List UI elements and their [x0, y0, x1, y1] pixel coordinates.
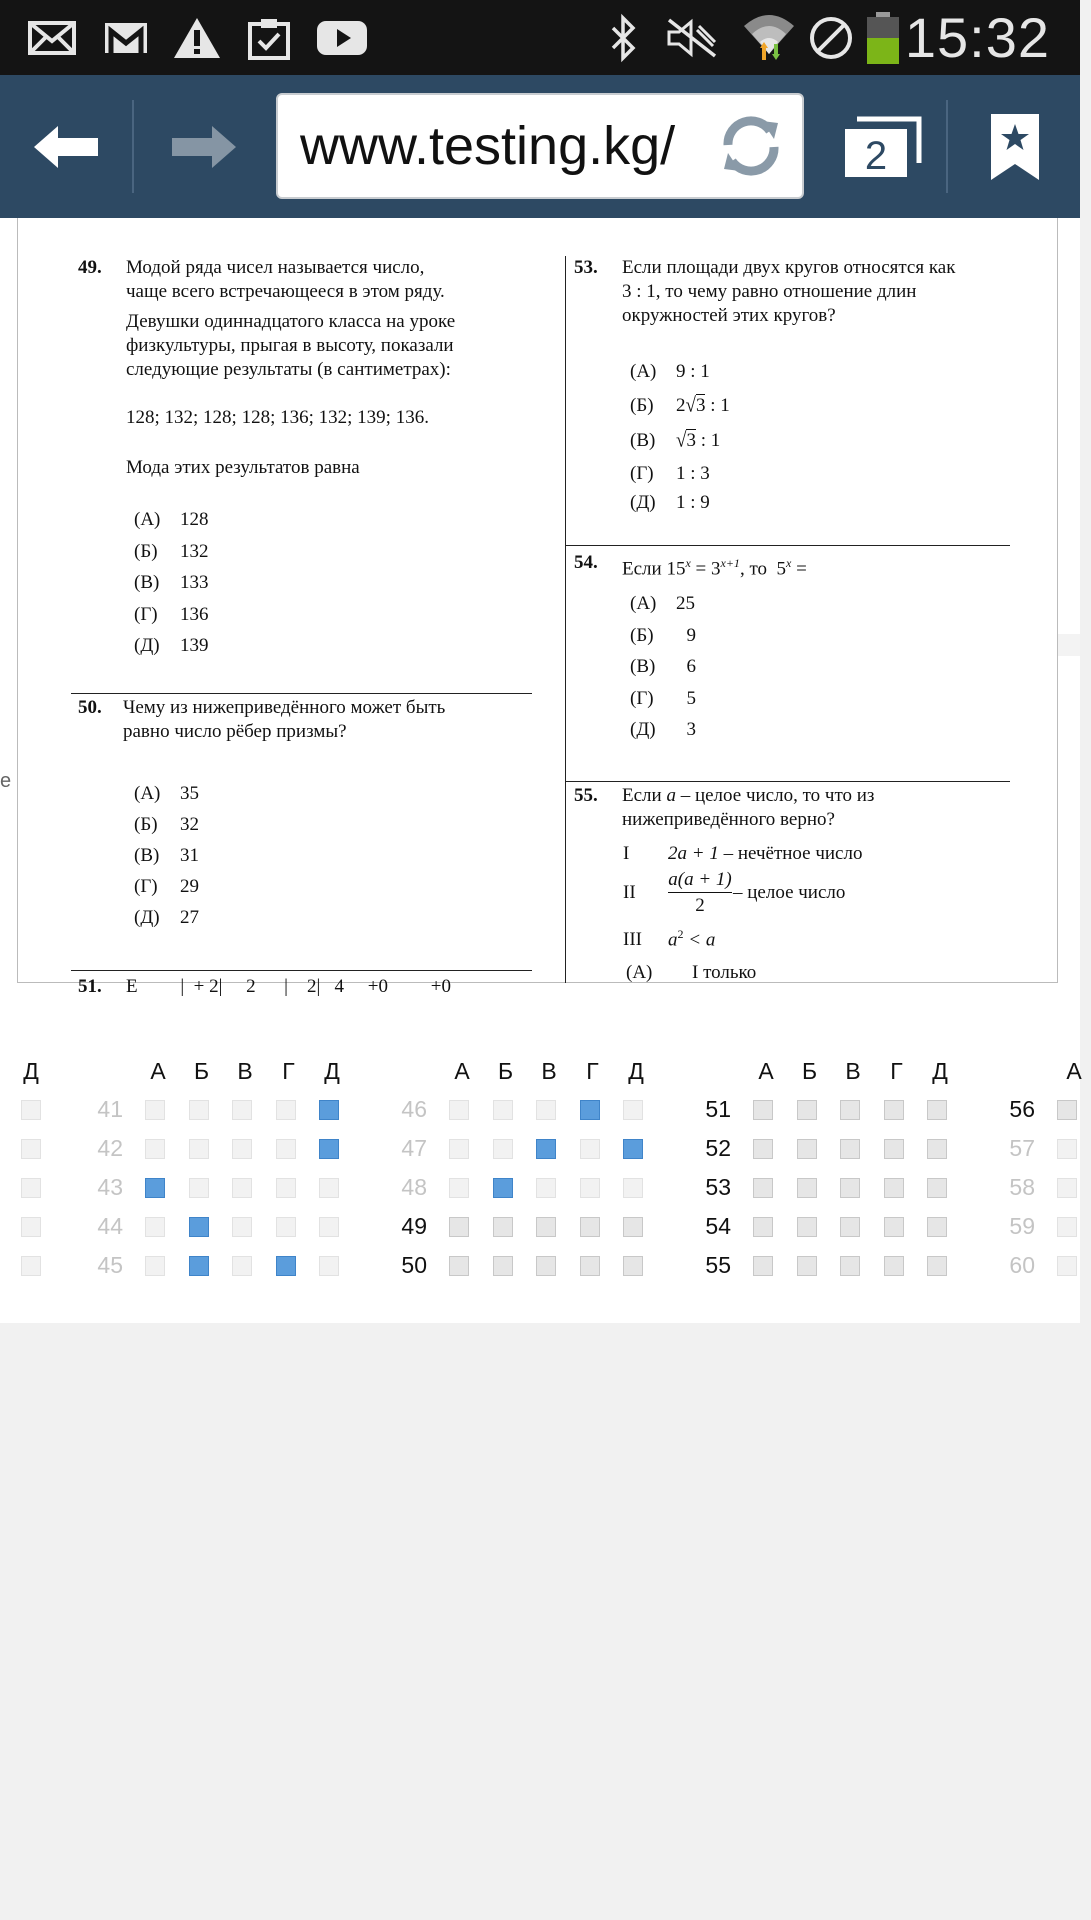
option: (А) 25: [630, 593, 695, 614]
answer-checkbox[interactable]: [1057, 1100, 1077, 1120]
question-row-number[interactable]: 56: [1009, 1096, 1035, 1122]
question-row-number[interactable]: 52: [705, 1135, 731, 1161]
mail-icon: [24, 0, 80, 75]
column-header: Б: [193, 1058, 210, 1084]
question-row-number[interactable]: 45: [97, 1252, 123, 1278]
answer-checkbox[interactable]: [21, 1178, 41, 1198]
answer-checkbox[interactable]: [276, 1100, 296, 1120]
answer-checkbox[interactable]: [21, 1139, 41, 1159]
question-text: Е | + 2| 2 | 2| 4 +0 +0: [126, 976, 451, 997]
question-text: [622, 784, 874, 832]
answer-checkbox[interactable]: [1057, 1217, 1077, 1237]
answer-checkbox[interactable]: [536, 1256, 556, 1276]
question-51-partial: [78, 975, 538, 999]
answer-checkbox[interactable]: [449, 1178, 469, 1198]
reload-icon[interactable]: [714, 109, 788, 183]
answer-checkbox[interactable]: [927, 1256, 947, 1276]
answer-checkbox[interactable]: [753, 1178, 773, 1198]
option: (Б) 2√3 : 1: [630, 393, 730, 417]
answer-checkbox[interactable]: [449, 1256, 469, 1276]
statement: I 2a + 1 – нечётное число: [623, 843, 863, 864]
bookmark-button[interactable]: [980, 75, 1050, 218]
youtube-icon: [314, 0, 370, 75]
option: (Б) 32: [134, 814, 199, 835]
options-50: [134, 782, 334, 928]
answer-checkbox[interactable]: [927, 1217, 947, 1237]
answer-checkbox[interactable]: [884, 1256, 904, 1276]
answer-checkbox[interactable]: [753, 1256, 773, 1276]
question-number: 49.: [78, 257, 102, 278]
question-line: физкультуры, прыгая в высоту, показали: [126, 335, 454, 356]
answer-checkbox-selected[interactable]: [319, 1100, 339, 1120]
question-line: чаще всего встречающееся в этом ряду.: [126, 281, 445, 302]
battery-icon: [862, 0, 904, 75]
question-number: 53.: [574, 257, 598, 278]
answer-checkbox-selected[interactable]: [189, 1217, 209, 1237]
answer-checkbox[interactable]: [623, 1100, 643, 1120]
answer-checkbox[interactable]: [449, 1100, 469, 1120]
question-row-number[interactable]: 57: [1009, 1135, 1035, 1161]
question-row-number[interactable]: 55: [705, 1252, 731, 1278]
answer-checkbox[interactable]: [536, 1178, 556, 1198]
blocked-icon: [806, 0, 856, 75]
answer-checkbox[interactable]: [145, 1100, 165, 1120]
answer-checkbox[interactable]: [623, 1256, 643, 1276]
question-number: 51.: [78, 976, 102, 997]
wifi-icon: [740, 0, 798, 75]
answer-checkbox[interactable]: [840, 1217, 860, 1237]
question-number: 55.: [574, 785, 598, 806]
answer-checkbox[interactable]: [753, 1139, 773, 1159]
answer-checkbox[interactable]: [927, 1100, 947, 1120]
column-divider: [565, 256, 566, 983]
answer-checkbox[interactable]: [840, 1256, 860, 1276]
toolbar-divider: [132, 100, 134, 193]
answer-checkbox[interactable]: [1057, 1139, 1077, 1159]
question-row-number[interactable]: 48: [401, 1174, 427, 1200]
status-bar: [0, 0, 1080, 75]
question-line: Модой ряда чисел называется число,: [126, 257, 425, 278]
option: (А) 9 : 1: [630, 361, 710, 382]
answer-checkbox[interactable]: [21, 1256, 41, 1276]
column-header: В: [237, 1058, 253, 1084]
answer-checkbox[interactable]: [493, 1139, 513, 1159]
question-row-number[interactable]: 50: [401, 1252, 427, 1278]
column-header: Б: [801, 1058, 818, 1084]
column-header: В: [845, 1058, 861, 1084]
answer-checkbox[interactable]: [276, 1217, 296, 1237]
answer-checkbox[interactable]: [884, 1100, 904, 1120]
answer-checkbox-selected[interactable]: [276, 1256, 296, 1276]
answer-checkbox[interactable]: [884, 1217, 904, 1237]
answer-checkbox-selected[interactable]: [623, 1139, 643, 1159]
question-line: Девушки одиннадцатого класса на уроке: [126, 311, 456, 332]
answer-checkbox[interactable]: [840, 1139, 860, 1159]
answer-checkbox-selected[interactable]: [493, 1178, 513, 1198]
address-bar[interactable]: [276, 93, 804, 199]
data-line: 128; 132; 128; 128; 136; 132; 139; 136.: [126, 407, 429, 428]
answer-checkbox[interactable]: [449, 1139, 469, 1159]
question-line: 3 : 1, то чему равно отношение длин: [622, 281, 917, 302]
mute-icon: [662, 0, 722, 75]
question-separator: [71, 693, 532, 694]
option: (В) √3 : 1: [630, 428, 721, 452]
option: (Д) 3: [630, 719, 696, 740]
question-number: 54.: [574, 552, 598, 573]
answer-checkbox[interactable]: [145, 1217, 165, 1237]
answer-checkbox[interactable]: [623, 1178, 643, 1198]
answer-checkbox-selected[interactable]: [319, 1139, 339, 1159]
option: (Д) 139: [134, 635, 209, 656]
column-header: Д: [628, 1058, 644, 1084]
toolbar-divider: [946, 100, 948, 193]
option: (В) 133: [134, 572, 209, 593]
question-line: нижеприведённого верно?: [622, 809, 835, 830]
answer-checkbox[interactable]: [536, 1100, 556, 1120]
answer-checkbox[interactable]: [1057, 1178, 1077, 1198]
column-header: А: [758, 1058, 774, 1084]
clipboard-check-icon: [244, 0, 294, 75]
question-row-number[interactable]: 41: [97, 1096, 123, 1122]
question-line: следующие результаты (в сантиметрах):: [126, 359, 451, 380]
answer-checkbox[interactable]: [580, 1178, 600, 1198]
column-header: Г: [890, 1058, 903, 1084]
column-header: А: [454, 1058, 470, 1084]
option: (Д) 27: [134, 907, 199, 928]
option: (Б) 9: [630, 625, 696, 646]
question-line: окружностей этих кругов?: [622, 305, 836, 326]
question-text: [123, 696, 445, 744]
question-row-number[interactable]: 42: [97, 1135, 123, 1161]
forward-button[interactable]: [158, 75, 248, 218]
answer-checkbox[interactable]: [319, 1178, 339, 1198]
answer-checkbox-selected[interactable]: [189, 1256, 209, 1276]
answer-checkbox[interactable]: [884, 1139, 904, 1159]
tabs-button[interactable]: [840, 75, 926, 218]
option: (Г) 5: [630, 688, 696, 709]
question-row-number[interactable]: 43: [97, 1174, 123, 1200]
answer-checkbox[interactable]: [232, 1178, 252, 1198]
question-54: [574, 551, 1034, 581]
back-button[interactable]: [22, 75, 112, 218]
question-text: [126, 256, 455, 480]
question-line: Если площади двух кругов относятся как: [622, 257, 956, 278]
option: (В) 6: [630, 656, 696, 677]
options-53: [630, 360, 830, 513]
edge-fragment: [1058, 634, 1080, 656]
answer-checkbox[interactable]: [189, 1139, 209, 1159]
question-row-number[interactable]: 51: [705, 1096, 731, 1122]
answer-checkbox[interactable]: [232, 1256, 252, 1276]
question-row-number[interactable]: 58: [1009, 1174, 1035, 1200]
answer-checkbox[interactable]: [232, 1139, 252, 1159]
column-header: В: [541, 1058, 557, 1084]
answer-checkbox[interactable]: [21, 1217, 41, 1237]
url-text[interactable]: www.testing.kg/: [300, 116, 676, 176]
answer-checkbox-selected[interactable]: [580, 1100, 600, 1120]
answer-checkbox[interactable]: [797, 1256, 817, 1276]
answer-checkbox[interactable]: [189, 1178, 209, 1198]
question-row-number[interactable]: 54: [705, 1213, 731, 1239]
question-number: 50.: [78, 697, 102, 718]
answer-checkbox[interactable]: [449, 1217, 469, 1237]
answer-checkbox[interactable]: [276, 1178, 296, 1198]
option: (А) 128: [134, 509, 209, 530]
column-header: Д: [932, 1058, 948, 1084]
column-header: Г: [282, 1058, 295, 1084]
question-line: Чему из нижеприведённого может быть: [123, 697, 446, 718]
option: (А) I только: [626, 962, 757, 983]
answer-checkbox[interactable]: [319, 1217, 339, 1237]
answer-checkbox[interactable]: [189, 1100, 209, 1120]
statement: III $a^2 < a$: [623, 927, 716, 951]
answer-checkbox[interactable]: [1057, 1256, 1077, 1276]
question-55: [574, 784, 1034, 844]
answer-checkbox[interactable]: [623, 1217, 643, 1237]
option: (А) 35: [134, 783, 199, 804]
answer-checkbox-selected[interactable]: [536, 1139, 556, 1159]
answer-checkbox[interactable]: [580, 1256, 600, 1276]
question-53: [574, 256, 1034, 336]
question-separator: [565, 545, 1010, 546]
answer-checkbox[interactable]: [797, 1139, 817, 1159]
column-header: А: [1066, 1058, 1082, 1084]
option: (Г) 1 : 3: [630, 463, 710, 484]
question-text: Если $15^x = 3^{x+1}$, то $5^x$ =: [622, 556, 807, 580]
answer-checkbox[interactable]: [580, 1217, 600, 1237]
column-header: Г: [586, 1058, 599, 1084]
answer-checkbox[interactable]: [753, 1217, 773, 1237]
question-row-number[interactable]: 47: [401, 1135, 427, 1161]
question-row-number[interactable]: 46: [401, 1096, 427, 1122]
answer-checkbox[interactable]: [884, 1178, 904, 1198]
answer-checkbox[interactable]: [840, 1100, 860, 1120]
option: (Б) 132: [134, 541, 209, 562]
answer-checkbox[interactable]: [232, 1217, 252, 1237]
question-prompt: Мода этих результатов равна: [126, 457, 360, 478]
question-row-number[interactable]: 60: [1009, 1252, 1035, 1278]
answer-checkbox[interactable]: [145, 1139, 165, 1159]
question-line: Если a – целое число, то что из: [622, 785, 875, 806]
answer-checkbox[interactable]: [319, 1256, 339, 1276]
answer-checkbox[interactable]: [232, 1100, 252, 1120]
answer-checkbox[interactable]: [580, 1139, 600, 1159]
answer-checkbox[interactable]: [840, 1178, 860, 1198]
answer-checkbox[interactable]: [927, 1178, 947, 1198]
question-row-number[interactable]: 59: [1009, 1213, 1035, 1239]
question-text: [622, 256, 955, 328]
answer-checkbox[interactable]: [493, 1217, 513, 1237]
answer-sheet: [0, 1000, 1080, 1323]
bluetooth-icon: [604, 0, 644, 75]
answer-checkbox[interactable]: [753, 1100, 773, 1120]
answer-checkbox[interactable]: [797, 1100, 817, 1120]
column-header: Д: [23, 1058, 39, 1084]
answer-checkbox[interactable]: [536, 1217, 556, 1237]
option: (В) 31: [134, 845, 199, 866]
answer-checkbox[interactable]: [145, 1256, 165, 1276]
question-separator: [565, 781, 1010, 782]
column-header: А: [150, 1058, 166, 1084]
answer-checkbox[interactable]: [493, 1100, 513, 1120]
clock: 15:32: [904, 6, 1050, 69]
answer-checkbox[interactable]: [21, 1100, 41, 1120]
test-document: [17, 218, 1058, 997]
gmail-icon: [100, 0, 152, 75]
question-separator: [71, 970, 532, 971]
question-row-number[interactable]: 44: [97, 1213, 123, 1239]
option: (Г) 136: [134, 604, 209, 625]
question-row-number[interactable]: 53: [705, 1174, 731, 1200]
options-55: [626, 961, 926, 985]
answer-checkbox[interactable]: [493, 1256, 513, 1276]
page-content: [0, 218, 1080, 1000]
option: (Д) 1 : 9: [630, 492, 710, 513]
answer-checkbox[interactable]: [927, 1139, 947, 1159]
statements-55: I 2a + 1 – нечётное число II a(a + 1) 2 – целое число III $a^2 < a$: [623, 843, 863, 951]
question-row-number[interactable]: 49: [401, 1213, 427, 1239]
option: (Г) 29: [134, 876, 199, 897]
question-line: равно число рёбер призмы?: [123, 721, 347, 742]
answer-checkbox[interactable]: [276, 1139, 296, 1159]
column-header: Д: [324, 1058, 340, 1084]
answer-checkbox[interactable]: [797, 1217, 817, 1237]
browser-toolbar: [0, 75, 1080, 218]
options-54: [630, 592, 830, 740]
warning-icon: [170, 0, 224, 75]
question-50: [78, 696, 538, 756]
answer-checkbox[interactable]: [797, 1178, 817, 1198]
tab-count: 2: [864, 134, 888, 178]
edge-text: е: [0, 770, 12, 792]
answer-checkbox-selected[interactable]: [145, 1178, 165, 1198]
options-49: [134, 508, 334, 656]
column-header: Б: [497, 1058, 514, 1084]
